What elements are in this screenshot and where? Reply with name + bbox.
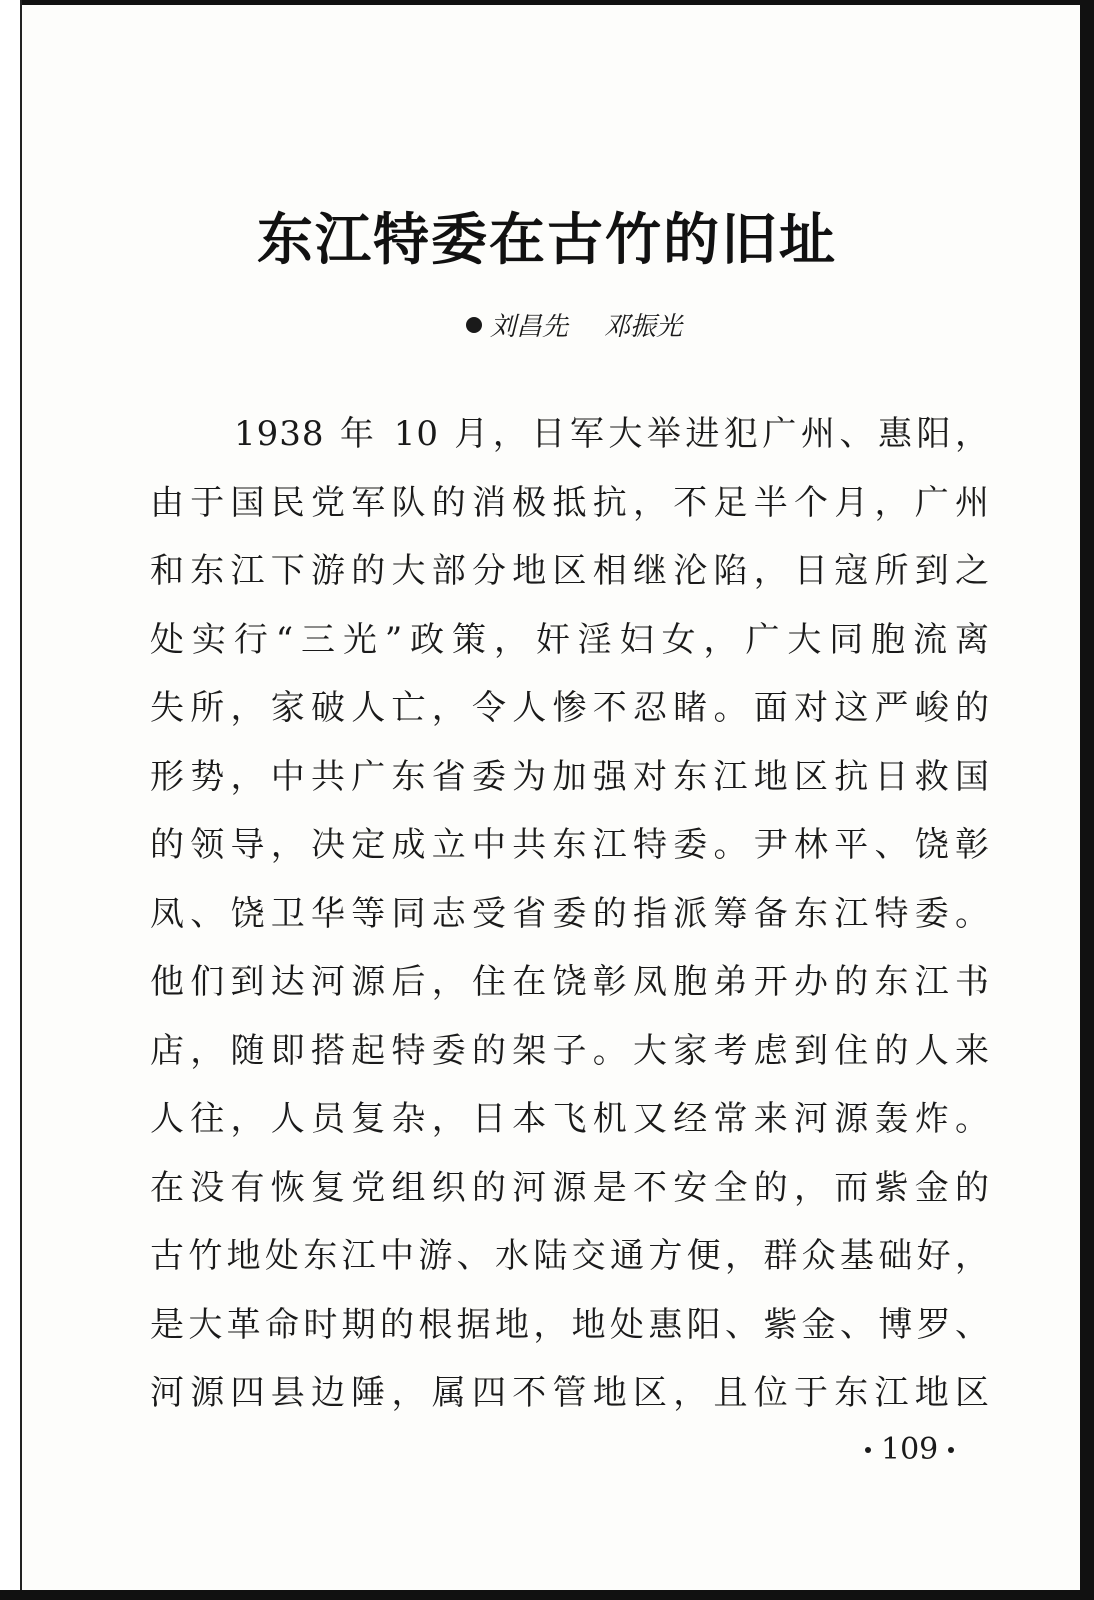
article-title: 东江特委在古竹的旧址 — [257, 208, 837, 273]
scan-edge-bottom — [0, 1590, 1094, 1600]
body-line: 是大革命时期的根据地，地处惠阳、紫金、博罗、 — [150, 1304, 990, 1345]
body-line: 1938 年 10 月，日军大举进犯广州、惠阳， — [234, 414, 990, 454]
body-line: 和东江下游的大部分地区相继沦陷，日寇所到之 — [150, 551, 990, 591]
body-line: 凤、饶卫华等同志受省委的指派筹备东江特委。 — [150, 893, 990, 934]
byline — [466, 306, 682, 343]
article-body — [150, 400, 990, 1428]
body-line: 在没有恢复党组织的河源是不安全的，而紫金的 — [150, 1167, 990, 1208]
body-line: 失所，家破人亡，令人惨不忍睹。面对这严峻的 — [150, 688, 990, 728]
body-line: 店，随即搭起特委的架子。大家考虑到住的人来 — [150, 1030, 990, 1071]
bullet-icon — [466, 317, 482, 333]
dot-icon — [865, 1447, 871, 1453]
dot-icon — [948, 1447, 954, 1453]
page-number — [855, 1432, 964, 1467]
body-line: 河源四县边陲，属四不管地区，且位于东江地区 — [150, 1373, 990, 1413]
body-line: 形势，中共广东省委为加强对东江地区抗日救国 — [150, 756, 990, 797]
scan-edge-top — [0, 0, 1094, 5]
page-number-value: 109 — [881, 1432, 939, 1467]
body-line: 他们到达河源后，住在饶彰凤胞弟开办的东江书 — [150, 962, 990, 1002]
body-line: 的领导，决定成立中共东江特委。尹林平、饶彰 — [150, 825, 990, 865]
author-1: 刘昌先 — [490, 312, 569, 342]
body-line: 处实行“三光”政策，奸淫妇女，广大同胞流离 — [150, 619, 990, 660]
body-line: 人往，人员复杂，日本飞机又经常来河源轰炸。 — [150, 1099, 990, 1139]
body-line: 由于国民党军队的消极抵抗，不足半个月，广州 — [150, 482, 990, 523]
author-2: 邓振光 — [604, 312, 683, 342]
body-line: 古竹地处东江中游、水陆交通方便，群众基础好， — [150, 1236, 990, 1276]
